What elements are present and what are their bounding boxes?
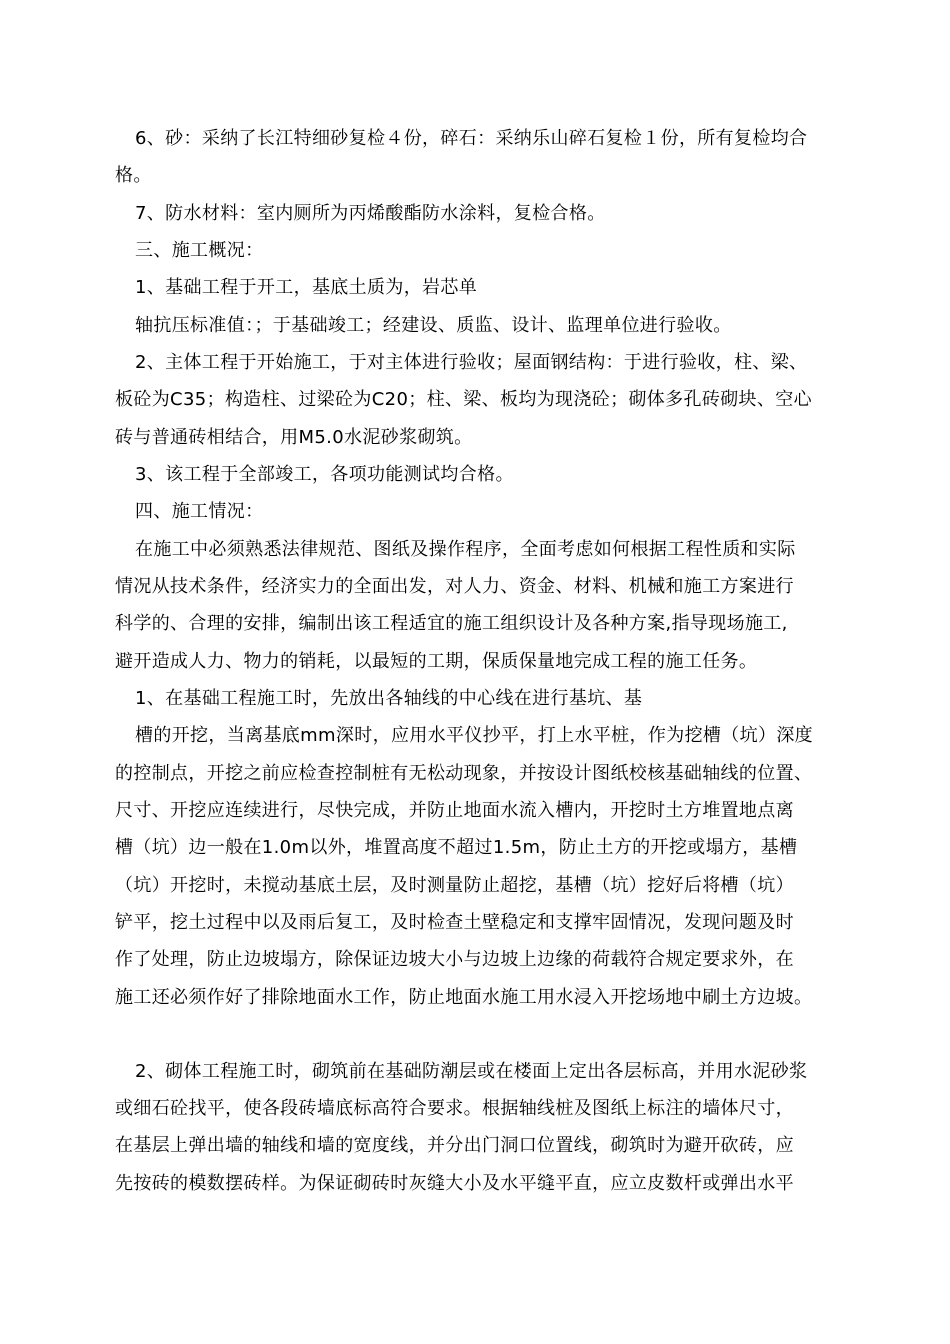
section-heading: 四、施工情况： bbox=[135, 501, 264, 522]
text-line: 先按砖的模数摆砖样。为保证砌砖时灰缝大小及水平缝平直，应立皮数杆或弹出水平 bbox=[115, 1173, 794, 1194]
text-line: 槽（坑）边一般在1.0m以外，堆置高度不超过1.5m，防止土方的开挖或塌方，基槽 bbox=[115, 837, 798, 858]
text-line: 情况从技术条件，经济实力的全面出发，对人力、资金、材料、机械和施工方案进行 bbox=[115, 576, 794, 597]
text-line: 作了处理，防止边坡塌方，除保证边坡大小与边坡上边缘的荷载符合规定要求外，在 bbox=[115, 949, 794, 970]
text-line: 2、砌体工程施工时，砌筑前在基础防潮层或在楼面上定出各层标高，并用水泥砂浆 bbox=[135, 1061, 808, 1082]
text-line: 铲平，挖土过程中以及雨后复工，及时检查土壁稳定和支撑牢固情况，发现问题及时 bbox=[115, 912, 794, 933]
text-line: 施工还必须作好了排除地面水工作，防止地面水施工用水浸入开挖场地中刷土方边坡。 bbox=[115, 987, 813, 1008]
text-line: 或细石砼找平，使各段砖墙底标高符合要求。根据轴线桩及图纸上标注的墙体尺寸， bbox=[115, 1098, 794, 1119]
text-line: 在施工中必须熟悉法律规范、图纸及操作程序，全面考虑如何根据工程性质和实际 bbox=[135, 539, 796, 560]
text-line: 砖与普通砖相结合，用M5.0水泥砂浆砌筑。 bbox=[115, 427, 473, 448]
section-heading: 三、施工概况： bbox=[135, 240, 264, 261]
text-line: 避开造成人力、物力的销耗，以最短的工期，保质保量地完成工程的施工任务。 bbox=[115, 651, 758, 672]
text-line: 6、砂：采纳了长江特细砂复检４份，碎石：采纳乐山碎石复检１份，所有复检均合 bbox=[135, 128, 808, 149]
text-line: 尺寸、开挖应连续进行，尽快完成，并防止地面水流入槽内，开挖时土方堆置地点离 bbox=[115, 800, 794, 821]
text-line: 轴抗压标准值：；于基础竣工；经建设、质监、设计、监理单位进行验收。 bbox=[135, 315, 732, 336]
text-line: 科学的、合理的安排，编制出该工程适宜的施工组织设计及各种方案,指导现场施工, bbox=[115, 613, 788, 634]
text-line: 1、基础工程于开工，基底土质为，岩芯单 bbox=[135, 277, 478, 298]
text-line: 板砼为C35；构造柱、过梁砼为C20；柱、梁、板均为现浇砼；砌体多孔砖砌块、空心 bbox=[115, 389, 812, 410]
text-line: 2、主体工程于开始施工，于对主体进行验收；屋面钢结构：于进行验收，柱、梁、 bbox=[135, 352, 808, 373]
text-line: 7、防水材料：室内厕所为丙烯酸酯防水涂料，复检合格。 bbox=[135, 203, 606, 224]
text-line: 的控制点，开挖之前应检查控制桩有无松动现象，并按设计图纸校核基础轴线的位置、 bbox=[115, 763, 813, 784]
text-line: 槽的开挖，当离基底mm深时，应用水平仪抄平，打上水平桩，作为挖槽（坑）深度 bbox=[135, 725, 814, 746]
text-line: 格。 bbox=[115, 165, 152, 186]
text-line: 在基层上弹出墙的轴线和墙的宽度线，并分出门洞口位置线，砌筑时为避开砍砖，应 bbox=[115, 1135, 794, 1156]
text-line: 3、该工程于全部竣工，各项功能测试均合格。 bbox=[135, 464, 514, 485]
text-line: （坑）开挖时，未搅动基底土层，及时测量防止超挖，基槽（坑）挖好后将槽（坑） bbox=[115, 875, 794, 896]
text-line: 1、在基础工程施工时，先放出各轴线的中心线在进行基坑、基 bbox=[135, 688, 643, 709]
